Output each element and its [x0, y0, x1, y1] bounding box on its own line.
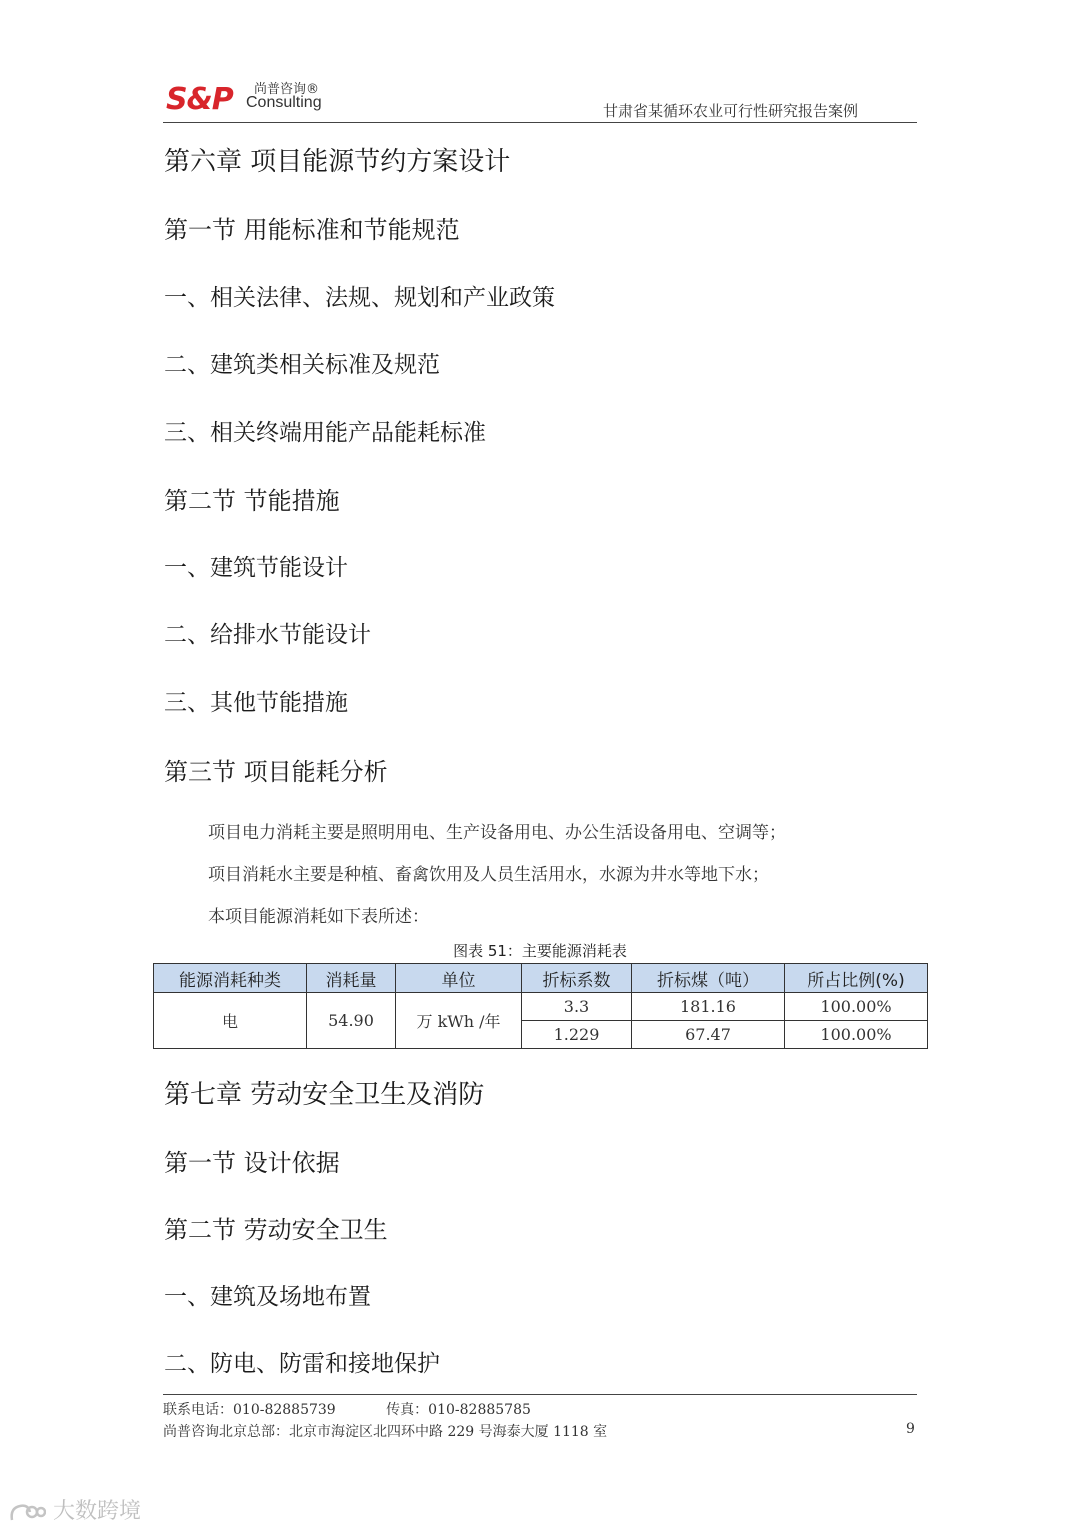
- table-header-cell: 折标系数: [522, 964, 632, 993]
- section-1-item-1: 一、相关法律、法规、规划和产业政策: [164, 285, 555, 311]
- chapter-6-section-1-title: 第一节 用能标准和节能规范: [164, 216, 460, 244]
- table-header-cell: 能源消耗种类: [154, 964, 307, 993]
- chapter-6-section-2-title: 第二节 节能措施: [164, 487, 340, 515]
- table-cell-factor: 1.229: [522, 1021, 632, 1049]
- table-row: [154, 993, 928, 1021]
- section-1-item-2: 二、建筑类相关标准及规范: [164, 352, 440, 378]
- logo-chinese-name: 尚普咨询®: [254, 82, 320, 97]
- chapter-7-item-1: 一、建筑及场地布置: [164, 1284, 371, 1310]
- footer-contact: [163, 1399, 531, 1419]
- watermark-logo-icon: [8, 1500, 46, 1524]
- table-cell-factor: 3.3: [522, 993, 632, 1021]
- logo-english-name: Consulting: [246, 94, 322, 111]
- table-header-cell: 所占比例(%): [785, 964, 928, 993]
- table-cell-coal: 181.16: [632, 993, 785, 1021]
- section-2-item-2: 二、给排水节能设计: [164, 622, 371, 648]
- page-number: 9: [906, 1421, 915, 1437]
- table-header-cell: 单位: [396, 964, 522, 993]
- table-cell-unit: 万 kWh /年: [396, 993, 522, 1049]
- document-title: 甘肃省某循环农业可行性研究报告案例: [602, 102, 858, 120]
- chapter-7-title: 第七章 劳动安全卫生及消防: [164, 1080, 485, 1110]
- table-caption: 图表 51：主要能源消耗表: [453, 942, 627, 960]
- energy-consumption-table: [153, 963, 928, 1049]
- table-cell-type: 电: [154, 993, 307, 1049]
- section-2-item-3: 三、其他节能措施: [164, 690, 348, 716]
- table-cell-coal: 67.47: [632, 1021, 785, 1049]
- table-header-cell: 消耗量: [307, 964, 396, 993]
- paragraph: 项目电力消耗主要是照明用电、生产设备用电、办公生活设备用电、空调等；: [208, 823, 786, 843]
- section-2-item-1: 一、建筑节能设计: [164, 555, 348, 581]
- chapter-7-section-1-title: 第一节 设计依据: [164, 1149, 340, 1177]
- footer-address: 尚普咨询北京总部：北京市海淀区北四环中路 229 号海泰大厦 1118 室: [163, 1424, 608, 1440]
- chapter-7-section-2-title: 第二节 劳动安全卫生: [164, 1216, 388, 1244]
- watermark-text: 大数跨境: [53, 1499, 142, 1524]
- section-1-item-3: 三、相关终端用能产品能耗标准: [164, 420, 486, 446]
- table-cell-ratio: 100.00%: [785, 1021, 928, 1049]
- logo-mark: S&P: [166, 82, 233, 117]
- table-header-cell: 折标煤（吨）: [632, 964, 785, 993]
- table-header-row: [154, 964, 928, 993]
- footer-divider: [163, 1394, 917, 1395]
- table-cell-amount: 54.90: [307, 993, 396, 1049]
- chapter-6-section-3-title: 第三节 项目能耗分析: [164, 758, 388, 786]
- footer-phone: 联系电话：010-82885739: [163, 1402, 336, 1418]
- paragraph: 项目消耗水主要是种植、畜禽饮用及人员生活用水，水源为井水等地下水；: [208, 865, 769, 885]
- chapter-7-item-2: 二、防电、防雷和接地保护: [164, 1351, 440, 1377]
- footer-fax: 传真：010-82885785: [386, 1402, 531, 1418]
- header-divider: [163, 122, 917, 123]
- paragraph: 本项目能源消耗如下表所述：: [208, 907, 429, 927]
- watermark: [8, 1494, 141, 1525]
- chapter-6-title: 第六章 项目能源节约方案设计: [164, 147, 511, 177]
- table-cell-ratio: 100.00%: [785, 993, 928, 1021]
